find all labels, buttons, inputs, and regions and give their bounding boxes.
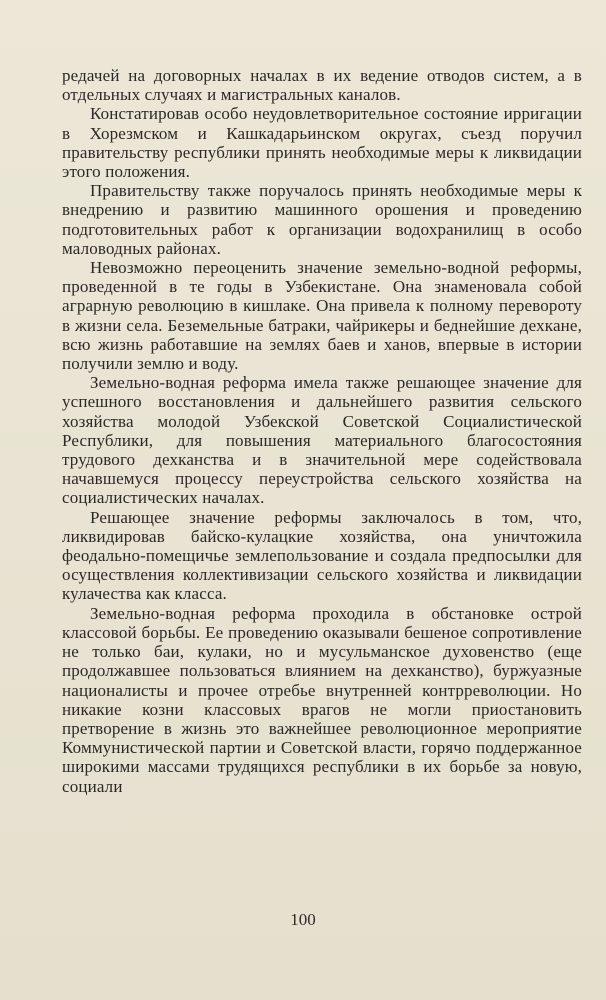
- page-number: 100: [290, 910, 316, 929]
- paragraph-2: Констатировав особо неудовлетворительное состояние ирригации в Хорезмском и Кашкадарьинском округах, съезд поручил правительству республики принять необходимые меры к ликвидации этого положения.: [62, 104, 582, 182]
- paragraph-3: Правительству также поручалось принять необходимые меры к внедрению и развитию машинного орошения и проведению подготовительных работ к организации водохранилищ в особо маловодных районах.: [62, 181, 582, 258]
- paragraph-6: Решающее значение реформы заключалось в том, что, ликвидировав байско-кулацкие хозяйства, она уничтожила феодально-помещичье землепользование и создала предпосылки для осуществления коллективизации сельского хозяйства и ликвидации кулачества как класса.: [62, 507, 582, 604]
- body-text: [62, 66, 582, 796]
- paragraph-1: редачей на договорных началах в их ведение отводов систем, а в отдельных случаях и магистральных каналов.: [62, 66, 582, 105]
- paragraph-7: Земельно-водная реформа проходила в обстановке острой классовой борьбы. Ее проведению оказывали бешеное сопротивление не только баи, кулаки, но и мусульманское духовенство (еще продолжавшее пользоваться влиянием на дехканство), буржуазные националисты и прочее отребье внутренней контрреволюции. Но никакие козни классовых врагов не могли приостановить претворение в жизнь это важнейшее революционное мероприятие Коммунистической партии и Советской власти, горячо поддержанное широкими массами трудящихся республики в их борьбе за новую, социали: [62, 603, 582, 796]
- paragraph-5: Земельно-водная реформа имела также решающее значение для успешного восстановления и дальнейшего развития сельского хозяйства молодой Узбекской Советской Социалистической Республики, для повышения материального благосостояния трудового дехканства и в значительной мере содействовала начавшемуся процессу переустройства сельского хозяйства на социалистических началах.: [62, 373, 582, 508]
- paragraph-4: Невозможно переоценить значение земельно-водной реформы, проведенной в те годы в Узбекистане. Она знаменовала собой аграрную революцию в кишлаке. Она привела к полному перевороту в жизни села. Беземельные батраки, чайрикеры и беднейшие дехкане, всю жизнь работавшие на землях баев и ханов, впервые в истории получили землю и воду.: [62, 258, 582, 374]
